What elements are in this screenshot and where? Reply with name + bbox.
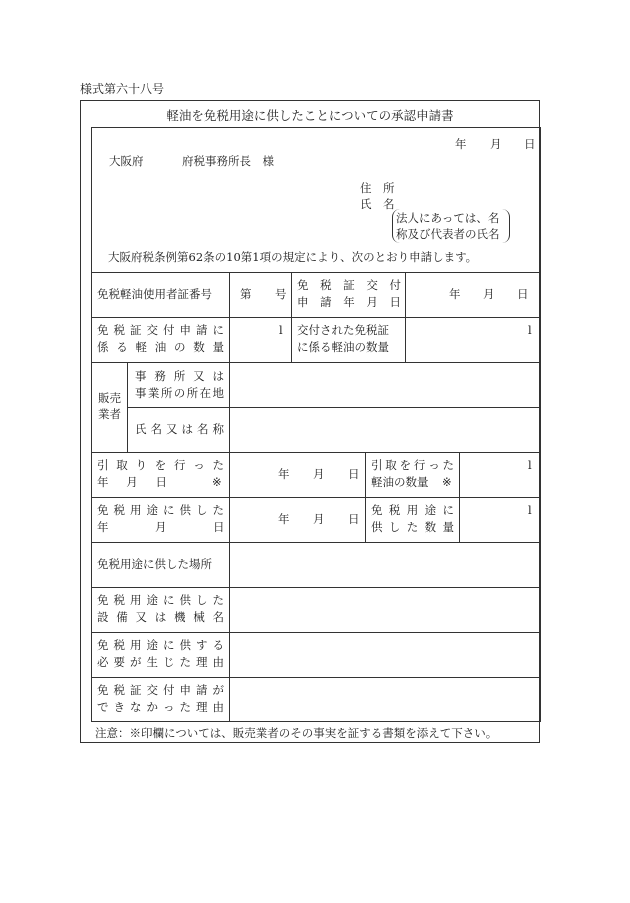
- row-line: [91, 497, 540, 498]
- issue-date-label: 免 税 証 交 付 申 請 年 月 日: [297, 278, 401, 309]
- col-line: [459, 452, 460, 542]
- col-line: [291, 272, 292, 362]
- no-apply-reason-label: 免税証交付申請が できなかった理由: [97, 683, 224, 714]
- row-line: [91, 272, 540, 273]
- use-month: 月: [313, 512, 325, 526]
- issue-month: 月: [483, 287, 495, 301]
- seller-label-1: 販売: [98, 391, 121, 405]
- pickup-month: 月: [313, 467, 325, 481]
- use-date-label: 免税用途に供した: [97, 503, 224, 517]
- pickup-quantity-mark: ※: [442, 475, 452, 489]
- address-label: 住 所: [360, 181, 395, 195]
- issue-year: 年: [449, 287, 461, 301]
- reason-label: 免税用途に供する 必要が生じた理由: [97, 638, 224, 669]
- form-title: 軽油を免税用途に供したことについての承認申請書: [166, 108, 454, 123]
- name-label: 氏 名: [360, 197, 395, 211]
- equipment-label: 免税用途に供した 設備又は機械名: [97, 593, 224, 624]
- issued-quantity-label-2: に係る軽油の数量: [297, 340, 389, 354]
- header-day: 日: [524, 137, 536, 151]
- col-line: [405, 272, 406, 362]
- corp-note-line-2: 称及び代表者の氏名: [396, 227, 500, 241]
- unit-liter: l: [279, 323, 283, 337]
- use-date-label-day: 日: [213, 520, 225, 534]
- row-line: [127, 407, 540, 408]
- row-line: [91, 452, 540, 453]
- use-date-label-year: 年: [97, 520, 109, 534]
- seller-label-2: 業者: [98, 407, 121, 421]
- header-month: 月: [490, 137, 502, 151]
- cert-number-dai: 第: [240, 287, 252, 301]
- row-line: [91, 677, 540, 678]
- row-line: [91, 542, 540, 543]
- pickup-year: 年: [278, 467, 290, 481]
- use-date-label-month: 月: [155, 520, 167, 534]
- use-day: 日: [348, 512, 360, 526]
- col-line: [229, 272, 230, 722]
- cert-number-label: 免税軽油使用者証番号: [97, 287, 212, 301]
- corp-note-line-1: 法人にあっては、名: [396, 211, 500, 225]
- use-year: 年: [278, 512, 290, 526]
- pickup-date-label-2: 年月日: [97, 475, 167, 489]
- col-line: [127, 362, 128, 452]
- seller-address-label: 事務所又は 事業所の所在地: [135, 369, 224, 400]
- requested-quantity-label: 免税証交付申請に 係る軽油の数量: [97, 323, 224, 354]
- col-line: [540, 127, 541, 722]
- use-place-label: 免税用途に供した場所: [97, 557, 212, 571]
- unit-liter: l: [528, 503, 532, 517]
- issued-quantity-label-1: 交付された免税証: [297, 323, 389, 337]
- pickup-quantity-label-2: 軽油の数量: [371, 475, 429, 489]
- seller-name-label: 氏名又は名称: [135, 422, 224, 436]
- pickup-quantity-label: 引取を行った: [371, 458, 454, 472]
- application-statement: 大阪府税条例第62条の10第1項の規定により、次のとおり申請します。: [108, 250, 478, 264]
- use-quantity-label: 免税用途に 供した数量: [371, 503, 454, 534]
- addressee-office: 府税事務所長 様: [182, 154, 274, 168]
- pickup-day: 日: [348, 467, 360, 481]
- pickup-date-label: 引取りを行った: [97, 458, 224, 472]
- row-line: [91, 632, 540, 633]
- unit-liter: l: [528, 323, 532, 337]
- footnote: 注意：※印欄については、販売業者のその事実を証する書類を添えて下さい。: [95, 726, 498, 740]
- row-line: [91, 317, 540, 318]
- cert-number-gou: 号: [275, 287, 287, 301]
- col-line: [365, 452, 366, 542]
- issue-day: 日: [517, 287, 529, 301]
- addressee-prefecture: 大阪府: [109, 154, 144, 168]
- row-line: [91, 362, 540, 363]
- unit-liter: l: [528, 458, 532, 472]
- header-year: 年: [455, 137, 467, 151]
- pickup-date-mark: ※: [212, 475, 222, 489]
- form-number: 様式第六十八号: [80, 82, 165, 96]
- row-line: [91, 587, 540, 588]
